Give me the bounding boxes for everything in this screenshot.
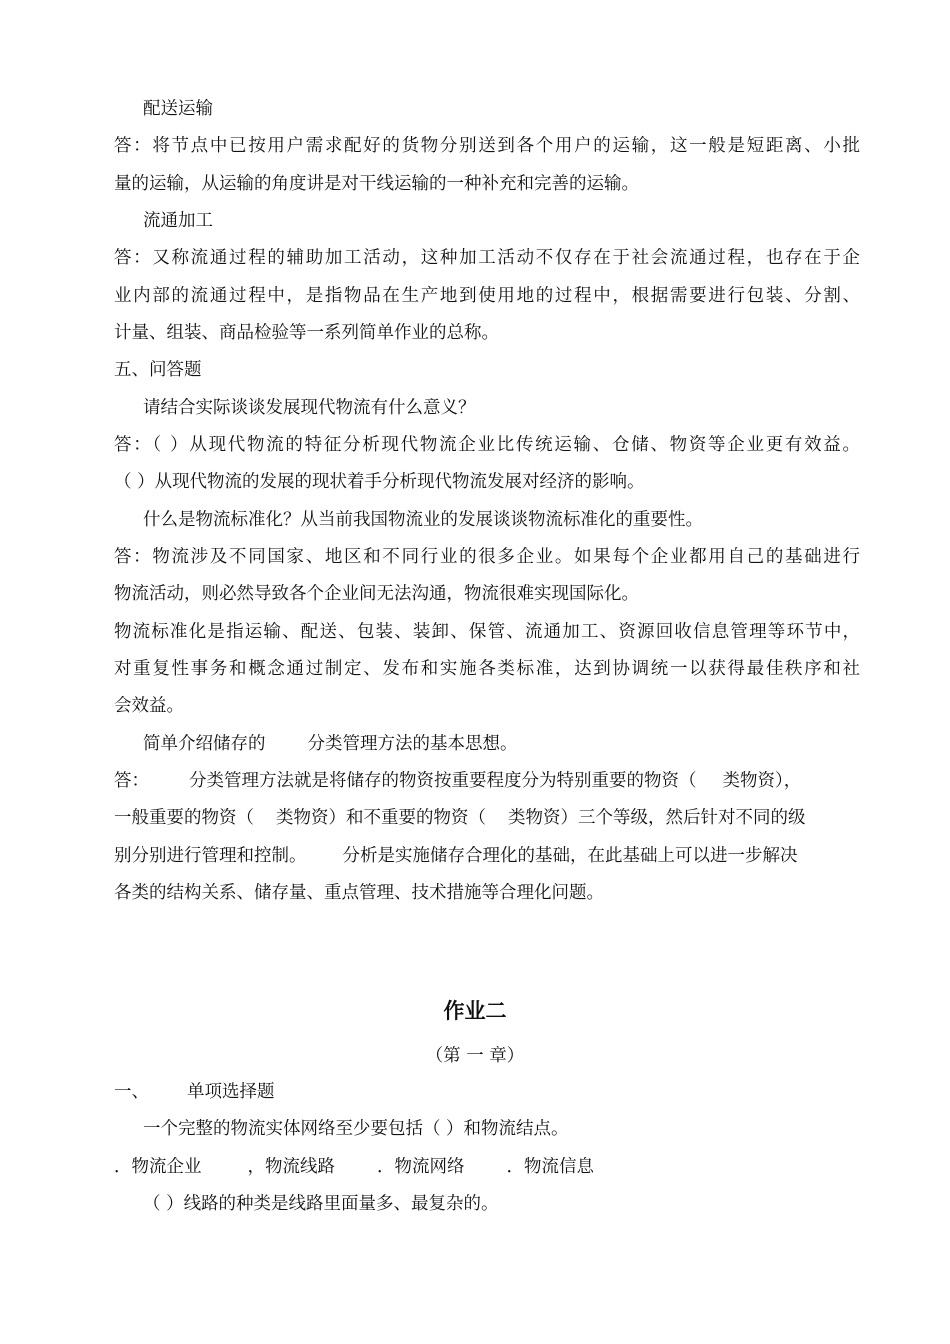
answer-line: 会效益。 (114, 696, 184, 716)
section-heading: 五、问答题 (114, 360, 202, 380)
question: 一个完整的物流实体网络至少要包括（ ）和物流结点。 (143, 1119, 569, 1139)
answer-line: 答：（ ）从现代物流的特征分析现代物流企业比传统运输、仓储、物资等企业更有效益。 (114, 435, 860, 455)
answer-part: 类物资）和不重要的物资（ (276, 808, 486, 828)
answer-line: 答：物流涉及不同国家、地区和不同行业的很多企业。如果每个企业都用自己的基础进行 (114, 547, 860, 567)
question-part: 分类管理方法的基本思想。 (307, 734, 518, 754)
answer-line: 物流活动，则必然导致各个企业间无法沟通，物流很难实现国际化。 (114, 584, 639, 604)
answer-line: 答：又称流通过程的辅助加工活动，这种加工活动不仅存在于社会流通过程，也存在于企 (114, 248, 860, 268)
question (143, 732, 518, 756)
options-row (114, 1155, 594, 1179)
answer-line: （ ）从现代物流的发展的现状着手分析现代物流发展对经济的影响。 (114, 472, 645, 492)
answer-line (114, 769, 801, 793)
option-d: ．物流信息 (506, 1157, 594, 1177)
answer-line: 对重复性事务和概念通过制定、发布和实施各类标准，达到协调统一以获得最佳秩序和社 (114, 659, 860, 679)
answer-line (114, 806, 806, 830)
section-heading (114, 1080, 275, 1104)
option-b: ，物流线路 (247, 1157, 335, 1177)
term-delivery-transport: 配送运输 (143, 99, 213, 119)
answer-part: 类物资）三个等级，然后针对不同的级 (508, 808, 806, 828)
answer-line: 物流标准化是指运输、配送、包装、装卸、保管、流通加工、资源回收信息管理等环节中， (114, 622, 860, 642)
answer-part: 分类管理方法就是将储存的物资按重要程度分为特别重要的物资（ (189, 771, 697, 791)
section-number: 一、 (114, 1082, 149, 1102)
question-part: 简单介绍储存的 (143, 734, 266, 754)
question: （ ）线路的种类是线路里面量多、最复杂的。 (143, 1194, 499, 1214)
answer-line: 答：将节点中已按用户需求配好的货物分别送到各个用户的运输，这一般是短距离、小批 (114, 136, 860, 156)
answer-part: 类物资）， (722, 771, 802, 791)
answer-part: 分析是实施储存合理化的基础，在此基础上可以进一步解决 (342, 846, 798, 866)
term-distribution-processing: 流通加工 (143, 211, 213, 231)
answer-part: 别分别进行管理和控制。 (114, 846, 307, 866)
question: 请结合实际谈谈发展现代物流有什么意义？ (143, 398, 476, 418)
answer-line: 业内部的流通过程中，是指物品在生产地到使用地的过程中，根据需要进行包装、分割、 (114, 286, 860, 306)
answer-line: 计量、组装、商品检验等一系列简单作业的总称。 (114, 323, 499, 343)
answer-line: 各类的结构关系、储存量、重点管理、技术措施等合理化问题。 (114, 883, 604, 903)
question: 什么是物流标准化？从当前我国物流业的发展谈谈物流标准化的重要性。 (143, 510, 703, 530)
answer-line (114, 844, 798, 868)
answer-part: 一般重要的物资（ (114, 808, 254, 828)
option-c: ．物流网络 (377, 1157, 465, 1177)
section-name: 单项选择题 (187, 1082, 275, 1102)
chapter-label: （第 一 章） (425, 1046, 525, 1066)
answer-part: 答： (114, 771, 149, 791)
page-title: 作业二 (443, 999, 507, 1023)
answer-line: 量的运输，从运输的角度讲是对干线运输的一种补充和完善的运输。 (114, 174, 639, 194)
option-a: ．物流企业 (114, 1157, 202, 1177)
